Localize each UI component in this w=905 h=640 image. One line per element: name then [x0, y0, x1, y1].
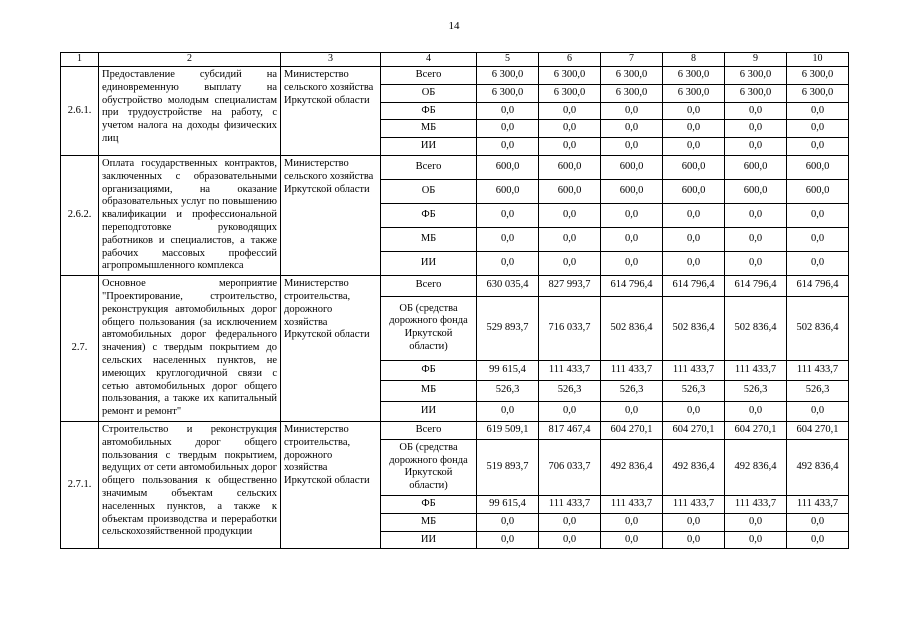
value-cell: 111 433,7	[725, 360, 787, 380]
section-description: Предоставление субсидий на единовременную выплату на обустройство молодым специалистам при трудоустройстве на работу, с учетом налога на доходы физических лиц	[99, 67, 281, 156]
value-cell: 0,0	[663, 102, 725, 120]
table-row	[61, 276, 849, 296]
value-cell: 614 796,4	[787, 276, 849, 296]
value-cell: 111 433,7	[601, 495, 663, 513]
value-cell: 0,0	[601, 228, 663, 252]
value-cell: 0,0	[725, 252, 787, 276]
value-cell: 6 300,0	[725, 67, 787, 85]
value-cell: 0,0	[663, 252, 725, 276]
value-cell: 0,0	[539, 513, 601, 531]
funding-source-label: ИИ	[381, 401, 477, 421]
value-cell: 0,0	[477, 102, 539, 120]
value-cell: 0,0	[663, 531, 725, 549]
value-cell: 492 836,4	[663, 439, 725, 495]
value-cell: 630 035,4	[477, 276, 539, 296]
value-cell: 529 893,7	[477, 296, 539, 360]
value-cell: 111 433,7	[787, 495, 849, 513]
value-cell: 600,0	[787, 155, 849, 179]
value-cell: 0,0	[477, 401, 539, 421]
funding-source-label: ОБ (средства дорожного фонда Иркутской области)	[381, 296, 477, 360]
funding-source-label: ИИ	[381, 138, 477, 156]
value-cell: 502 836,4	[725, 296, 787, 360]
funding-source-label: Всего	[381, 155, 477, 179]
value-cell: 111 433,7	[539, 360, 601, 380]
value-cell: 111 433,7	[539, 495, 601, 513]
value-cell: 526,3	[477, 381, 539, 401]
value-cell: 99 615,4	[477, 495, 539, 513]
funding-source-label: Всего	[381, 67, 477, 85]
column-header: 4	[381, 53, 477, 67]
column-header: 3	[281, 53, 381, 67]
value-cell: 0,0	[477, 204, 539, 228]
value-cell: 0,0	[477, 120, 539, 138]
section-description: Оплата государственных контрактов, заключенных с образовательными организациями, на оказание образовательных услуг по повышению квалификации и профессиональной переподготовке руководящих работников и специалистов, а также рабочих массовых профессий агропромышленного комплекса	[99, 155, 281, 275]
table-row	[61, 421, 849, 439]
value-cell: 600,0	[601, 180, 663, 204]
value-cell: 6 300,0	[539, 84, 601, 102]
value-cell: 0,0	[601, 531, 663, 549]
funding-source-label: ФБ	[381, 360, 477, 380]
value-cell: 0,0	[725, 102, 787, 120]
value-cell: 619 509,1	[477, 421, 539, 439]
value-cell: 6 300,0	[663, 84, 725, 102]
value-cell: 0,0	[539, 102, 601, 120]
value-cell: 600,0	[477, 180, 539, 204]
value-cell: 600,0	[539, 155, 601, 179]
section-description: Строительство и реконструкция автомобильных дорог общего пользования с твердым покрытием, ведущих от сети автомобильных дорог общего пользования к общественно значимым объектам сельских населенных пунктов, а также к объектам производства и переработки сельскохозяйственной продукции	[99, 421, 281, 548]
value-cell: 604 270,1	[787, 421, 849, 439]
value-cell: 0,0	[539, 228, 601, 252]
funding-source-label: Всего	[381, 421, 477, 439]
funding-source-label: МБ	[381, 228, 477, 252]
value-cell: 6 300,0	[663, 67, 725, 85]
value-cell: 0,0	[663, 138, 725, 156]
value-cell: 519 893,7	[477, 439, 539, 495]
value-cell: 6 300,0	[601, 67, 663, 85]
value-cell: 0,0	[539, 120, 601, 138]
column-header: 6	[539, 53, 601, 67]
value-cell: 0,0	[787, 204, 849, 228]
page-number: 14	[448, 20, 460, 32]
value-cell: 604 270,1	[601, 421, 663, 439]
value-cell: 0,0	[787, 401, 849, 421]
section-code: 2.7.1.	[61, 421, 99, 548]
value-cell: 502 836,4	[601, 296, 663, 360]
value-cell: 600,0	[477, 155, 539, 179]
value-cell: 492 836,4	[601, 439, 663, 495]
value-cell: 604 270,1	[725, 421, 787, 439]
value-cell: 827 993,7	[539, 276, 601, 296]
value-cell: 0,0	[477, 252, 539, 276]
value-cell: 0,0	[725, 120, 787, 138]
funding-source-label: Всего	[381, 276, 477, 296]
column-header: 5	[477, 53, 539, 67]
column-header: 8	[663, 53, 725, 67]
value-cell: 0,0	[663, 120, 725, 138]
value-cell: 6 300,0	[539, 67, 601, 85]
funding-source-label: ИИ	[381, 252, 477, 276]
section-ministry: Министерство сельского хозяйства Иркутской области	[281, 67, 381, 156]
column-header: 2	[99, 53, 281, 67]
value-cell: 0,0	[539, 252, 601, 276]
value-cell: 600,0	[787, 180, 849, 204]
section-ministry: Министерство сельского хозяйства Иркутской области	[281, 155, 381, 275]
value-cell: 6 300,0	[725, 84, 787, 102]
value-cell: 600,0	[725, 155, 787, 179]
value-cell: 0,0	[477, 513, 539, 531]
value-cell: 0,0	[787, 513, 849, 531]
value-cell: 0,0	[477, 138, 539, 156]
value-cell: 0,0	[725, 138, 787, 156]
value-cell: 0,0	[601, 513, 663, 531]
value-cell: 0,0	[477, 228, 539, 252]
value-cell: 502 836,4	[663, 296, 725, 360]
value-cell: 111 433,7	[787, 360, 849, 380]
value-cell: 0,0	[539, 138, 601, 156]
funding-source-label: ФБ	[381, 102, 477, 120]
value-cell: 0,0	[787, 102, 849, 120]
funding-source-label: ОБ	[381, 84, 477, 102]
value-cell: 0,0	[663, 513, 725, 531]
value-cell: 0,0	[725, 513, 787, 531]
value-cell: 0,0	[787, 252, 849, 276]
value-cell: 6 300,0	[787, 84, 849, 102]
value-cell: 99 615,4	[477, 360, 539, 380]
value-cell: 0,0	[663, 401, 725, 421]
value-cell: 111 433,7	[725, 495, 787, 513]
value-cell: 6 300,0	[787, 67, 849, 85]
column-header: 10	[787, 53, 849, 67]
value-cell: 526,3	[663, 381, 725, 401]
column-header: 7	[601, 53, 663, 67]
value-cell: 0,0	[477, 531, 539, 549]
section-ministry: Министерство строительства, дорожного хозяйства Иркутской области	[281, 421, 381, 548]
value-cell: 526,3	[539, 381, 601, 401]
value-cell: 0,0	[663, 204, 725, 228]
funding-source-label: МБ	[381, 381, 477, 401]
funding-source-label: ОБ	[381, 180, 477, 204]
section-ministry: Министерство строительства, дорожного хозяйства Иркутской области	[281, 276, 381, 422]
value-cell: 0,0	[787, 138, 849, 156]
value-cell: 614 796,4	[663, 276, 725, 296]
funding-source-label: ИИ	[381, 531, 477, 549]
value-cell: 600,0	[663, 155, 725, 179]
value-cell: 526,3	[787, 381, 849, 401]
value-cell: 600,0	[663, 180, 725, 204]
value-cell: 0,0	[725, 228, 787, 252]
value-cell: 0,0	[601, 252, 663, 276]
funding-source-label: МБ	[381, 120, 477, 138]
section-code: 2.7.	[61, 276, 99, 422]
value-cell: 604 270,1	[663, 421, 725, 439]
value-cell: 600,0	[539, 180, 601, 204]
section-code: 2.6.1.	[61, 67, 99, 156]
value-cell: 6 300,0	[477, 84, 539, 102]
value-cell: 0,0	[725, 401, 787, 421]
value-cell: 0,0	[601, 204, 663, 228]
value-cell: 6 300,0	[601, 84, 663, 102]
column-header: 9	[725, 53, 787, 67]
value-cell: 817 467,4	[539, 421, 601, 439]
funding-source-label: МБ	[381, 513, 477, 531]
section-description: Основное мероприятие "Проектирование, строительство, реконструкция автомобильных дорог общего пользования (за исключением автомобильных дорог федерального значения) с твердым покрытием до сельских населенных пунктов, не имеющих круглогодичной связи с сетью автомобильных дорог общего пользования, а также их капитальный ремонт и ремонт"	[99, 276, 281, 422]
value-cell: 600,0	[725, 180, 787, 204]
value-cell: 0,0	[787, 228, 849, 252]
value-cell: 526,3	[601, 381, 663, 401]
value-cell: 111 433,7	[663, 360, 725, 380]
value-cell: 600,0	[601, 155, 663, 179]
funding-source-label: ФБ	[381, 204, 477, 228]
funding-source-label: ОБ (средства дорожного фонда Иркутской области)	[381, 439, 477, 495]
budget-table	[60, 52, 849, 549]
value-cell: 716 033,7	[539, 296, 601, 360]
value-cell: 0,0	[539, 531, 601, 549]
column-header: 1	[61, 53, 99, 67]
value-cell: 0,0	[601, 102, 663, 120]
value-cell: 0,0	[601, 120, 663, 138]
value-cell: 614 796,4	[601, 276, 663, 296]
value-cell: 111 433,7	[663, 495, 725, 513]
value-cell: 492 836,4	[787, 439, 849, 495]
value-cell: 0,0	[725, 531, 787, 549]
table-row	[61, 155, 849, 179]
value-cell: 0,0	[663, 228, 725, 252]
value-cell: 0,0	[539, 204, 601, 228]
value-cell: 0,0	[601, 138, 663, 156]
table-body	[61, 67, 849, 549]
funding-source-label: ФБ	[381, 495, 477, 513]
value-cell: 706 033,7	[539, 439, 601, 495]
value-cell: 0,0	[601, 401, 663, 421]
table-header-row	[61, 53, 849, 67]
value-cell: 492 836,4	[725, 439, 787, 495]
section-code: 2.6.2.	[61, 155, 99, 275]
value-cell: 111 433,7	[601, 360, 663, 380]
value-cell: 0,0	[539, 401, 601, 421]
value-cell: 6 300,0	[477, 67, 539, 85]
table-row	[61, 67, 849, 85]
value-cell: 614 796,4	[725, 276, 787, 296]
value-cell: 502 836,4	[787, 296, 849, 360]
value-cell: 0,0	[787, 531, 849, 549]
value-cell: 0,0	[725, 204, 787, 228]
value-cell: 526,3	[725, 381, 787, 401]
value-cell: 0,0	[787, 120, 849, 138]
